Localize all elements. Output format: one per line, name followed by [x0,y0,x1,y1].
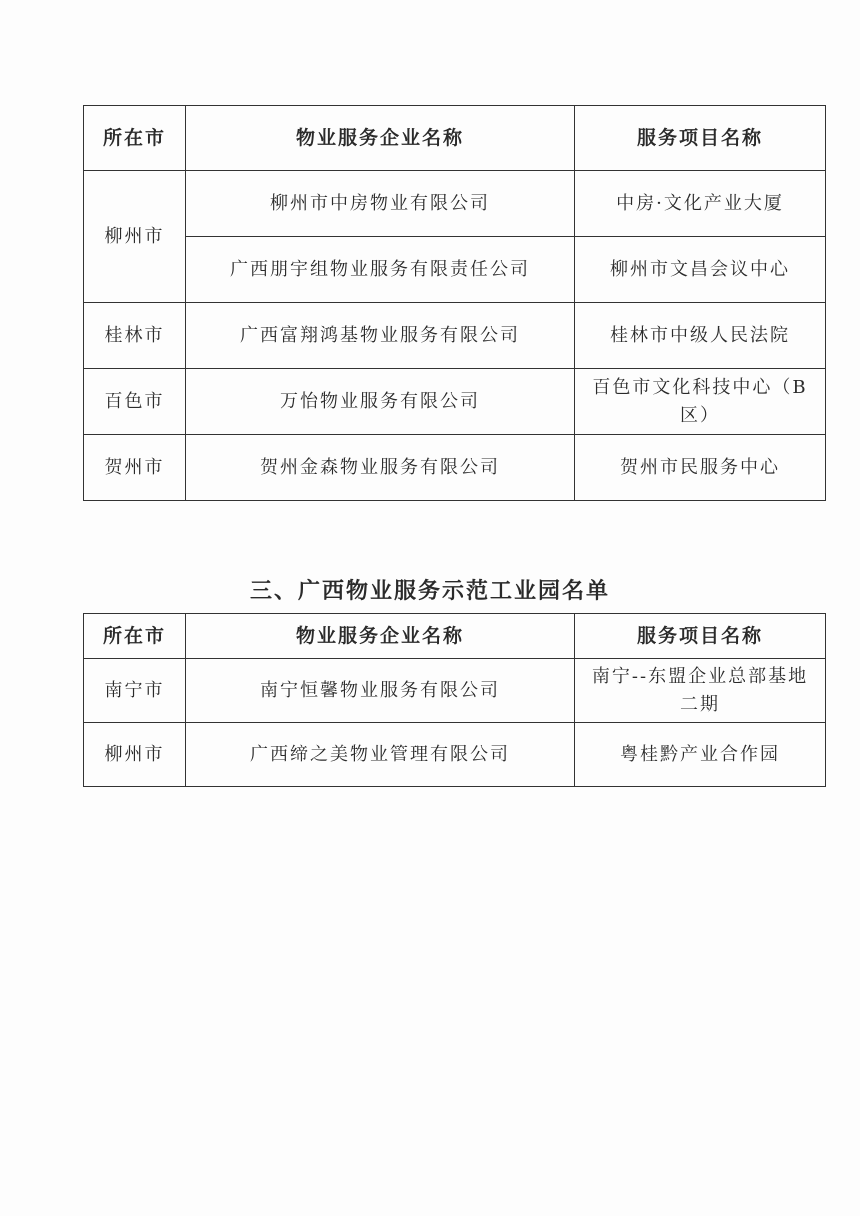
table-row [84,435,826,501]
cell-city: 百色市 [84,369,186,435]
header-project: 服务项目名称 [575,614,826,659]
cell-project: 柳州市文昌会议中心 [575,237,826,303]
cell-company: 广西富翔鸿基物业服务有限公司 [186,303,575,369]
table-header-row [84,614,826,659]
header-project: 服务项目名称 [575,106,826,171]
cell-project: 贺州市民服务中心 [575,435,826,501]
cell-company: 广西缔之美物业管理有限公司 [186,723,575,787]
cell-city: 柳州市 [84,171,186,303]
cell-city: 桂林市 [84,303,186,369]
cell-city: 柳州市 [84,723,186,787]
header-company: 物业服务企业名称 [186,614,575,659]
header-city: 所在市 [84,614,186,659]
property-table-1 [83,105,826,501]
table-row [84,171,826,237]
table-header-row [84,106,826,171]
header-city: 所在市 [84,106,186,171]
cell-company: 柳州市中房物业有限公司 [186,171,575,237]
header-company: 物业服务企业名称 [186,106,575,171]
table-row [84,303,826,369]
cell-city: 南宁市 [84,659,186,723]
cell-city: 贺州市 [84,435,186,501]
cell-company: 万怡物业服务有限公司 [186,369,575,435]
cell-project: 桂林市中级人民法院 [575,303,826,369]
table-row [84,369,826,435]
cell-company: 南宁恒馨物业服务有限公司 [186,659,575,723]
cell-project: 粤桂黔产业合作园 [575,723,826,787]
industrial-park-table [83,613,826,787]
table-row [84,723,826,787]
section-title: 三、广西物业服务示范工业园名单 [249,578,610,604]
cell-project: 百色市文化科技中心（B区） [575,369,826,435]
table-row [84,659,826,723]
table-row [84,237,826,303]
cell-project: 南宁--东盟企业总部基地二期 [575,659,826,723]
cell-company: 广西朋宇组物业服务有限责任公司 [186,237,575,303]
cell-company: 贺州金森物业服务有限公司 [186,435,575,501]
cell-project: 中房·文化产业大厦 [575,171,826,237]
